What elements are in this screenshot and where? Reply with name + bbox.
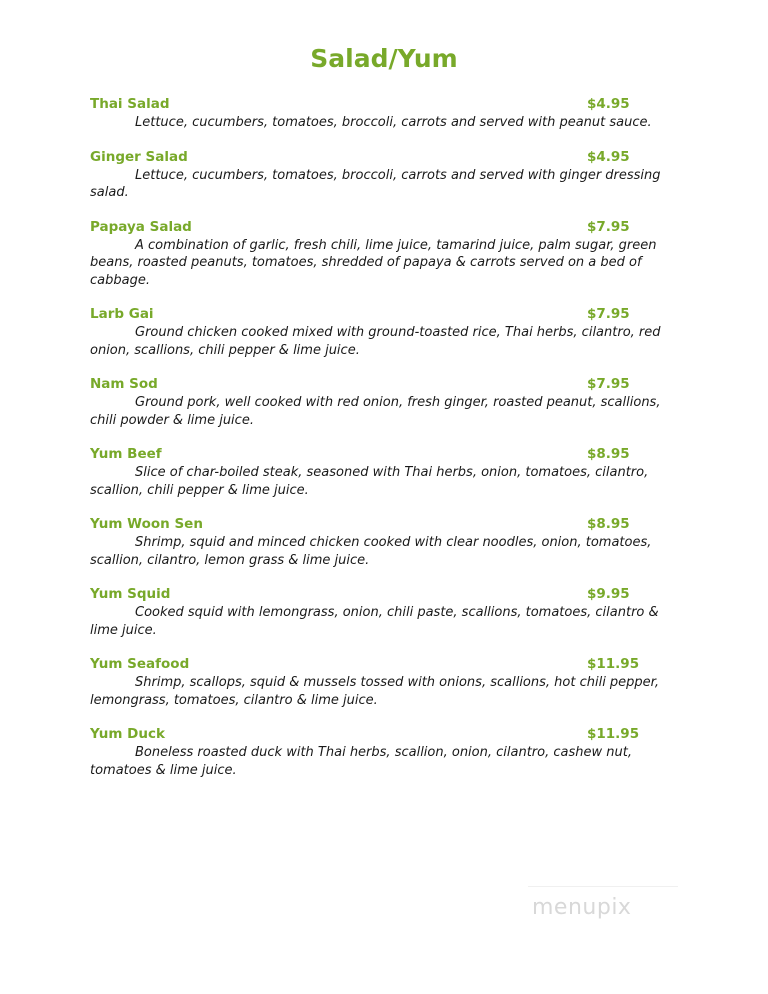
menu-item-yum-squid	[90, 586, 690, 639]
menu-item-price: $7.95	[587, 306, 630, 322]
menu-item-name: Yum Beef	[90, 446, 162, 462]
menu-list	[90, 96, 690, 796]
menu-item-description: Boneless roasted duck with Thai herbs, scallion, onion, cilantro, cashew nut, tomatoes & lime juice.	[90, 745, 632, 778]
menu-item-header	[90, 96, 690, 114]
menu-item-price: $4.95	[587, 148, 630, 165]
menu-item-price: $11.95	[587, 656, 640, 672]
menu-item-description: Cooked squid with lemongrass, onion, chili paste, scallions, tomatoes, cilantro & lime juice.	[90, 605, 659, 638]
menu-item-description: Ground chicken cooked mixed with ground-toasted rice, Thai herbs, cilantro, red onion, scallions, chili pepper & lime juice.	[90, 325, 661, 358]
menu-item-thai-salad	[90, 96, 690, 132]
menu-item-header	[90, 446, 690, 464]
menu-item-yum-woon-sen	[90, 516, 690, 569]
menu-item-description: Slice of char-boiled steak, seasoned with Thai herbs, onion, tomatoes, cilantro, scallion, chili pepper & lime juice.	[90, 465, 649, 498]
menu-item-name: Yum Duck	[90, 726, 165, 742]
menu-item-description: Lettuce, cucumbers, tomatoes, broccoli, carrots and served with peanut sauce.	[135, 115, 652, 130]
menu-item-yum-duck	[90, 726, 690, 779]
menu-item-header	[90, 306, 690, 324]
menu-item-price: $4.95	[587, 96, 630, 112]
menu-item-larb-gai	[90, 306, 690, 359]
menu-item-header	[90, 726, 690, 744]
menu-item-yum-beef	[90, 446, 690, 499]
page-title: Salad/Yum	[310, 44, 458, 73]
menu-item-description: Ground pork, well cooked with red onion, fresh ginger, roasted peanut, scallions, chili powder & lime juice.	[90, 395, 661, 428]
menu-item-nam-sod	[90, 376, 690, 429]
menu-item-price: $8.95	[587, 516, 630, 532]
menu-item-header	[90, 376, 690, 394]
menu-item-description: A combination of garlic, fresh chili, lime juice, tamarind juice, palm sugar, green beans, roasted peanuts, tomatoes, shredded of papaya & carrots served on a bed of cabbage.	[90, 237, 657, 288]
menu-item-name: Papaya Salad	[90, 218, 192, 235]
menu-item-name: Larb Gai	[90, 306, 154, 322]
menu-item-yum-seafood	[90, 656, 690, 709]
menu-item-price: $7.95	[587, 218, 630, 235]
menu-item-header	[90, 656, 690, 674]
menu-item-ginger-salad	[90, 149, 690, 202]
menu-item-description: Shrimp, squid and minced chicken cooked with clear noodles, onion, tomatoes, scallion, cilantro, lemon grass & lime juice.	[90, 535, 652, 568]
menu-item-name: Yum Squid	[90, 586, 171, 602]
menu-item-price: $9.95	[587, 586, 630, 602]
menu-item-header	[90, 219, 690, 237]
menu-item-price: $8.95	[587, 446, 630, 462]
menu-item-description: Shrimp, scallops, squid & mussels tossed with onions, scallions, hot chili pepper, lemongrass, tomatoes, cilantro & lime juice.	[90, 675, 659, 708]
menu-item-header	[90, 516, 690, 534]
menu-item-header	[90, 586, 690, 604]
watermark-divider	[528, 886, 678, 887]
menu-item-price: $11.95	[587, 726, 640, 742]
menu-item-name: Yum Seafood	[90, 656, 190, 672]
menu-item-description: Lettuce, cucumbers, tomatoes, broccoli, carrots and served with ginger dressing salad.	[90, 167, 661, 200]
menu-item-name: Nam Sod	[90, 376, 158, 392]
menu-item-name: Thai Salad	[90, 96, 170, 112]
menu-item-price: $7.95	[587, 376, 630, 392]
menu-item-header	[90, 149, 690, 167]
menu-item-name: Ginger Salad	[90, 148, 188, 165]
menu-item-name: Yum Woon Sen	[90, 516, 203, 532]
menu-item-papaya-salad	[90, 219, 690, 290]
watermark-logo: menupix	[532, 895, 632, 920]
